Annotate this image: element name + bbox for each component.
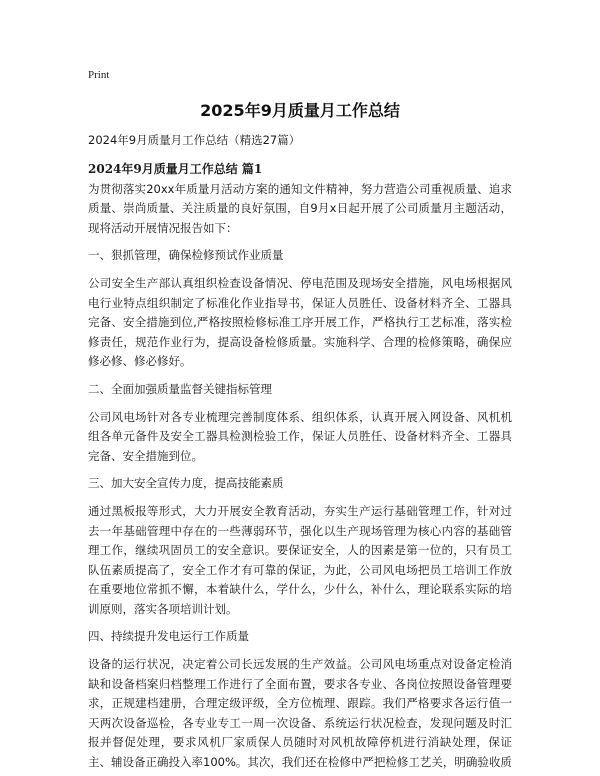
document-title: 2025年9月质量月工作总结 (200, 101, 400, 120)
heading-1: 一、狠抓管理，确保检修预试作业质量 (88, 248, 284, 263)
heading-2: 二、全面加强质量监督关键指标管理 (88, 381, 272, 396)
print-label: Print (88, 69, 110, 81)
intro-paragraph: 为贯彻落实20xx年质量月活动方案的通知文件精神，努力营造公司重视质量、追求质量、崇尚质量、关注质量的良好氛围，自9月x日起开展了公司质量月主题活动，现将活动开展情况报告如下： (88, 181, 512, 235)
heading-4: 四、持续提升发电运行工作质量 (88, 629, 249, 644)
paragraph-3: 通过黑板报等形式，大力开展安全教育活动，夯实生产运行基础管理工作，针对过去一年基础管理中存在的一些薄弱环节，强化以生产现场管理为核心内容的基础管理工作，继续巩固员工的安全意识。要保证安全，人的因素是第一位的，只有员工队伍素质提高了，安全工作才有可靠的保证，为此，公司风电场把员工培训工作放在重要地位常抓不懈，本着缺什么，学什么，少什么，补什么，理论联系实际的培训原则，落实各项培训计划。 (88, 503, 512, 616)
document-body (88, 160, 512, 776)
section-heading: 2024年9月质量月工作总结 篇1 (88, 162, 263, 176)
paragraph-4: 设备的运行状况，决定着公司长远发展的生产效益。公司风电场重点对设备定检消缺和设备档案归档整理工作进行了全面布置，要求各专业、各岗位按照设备管理要求，正规建档建册，合理定级评级，全方位梳理、跟踪。我们严格要求各运行值一天两次设备巡检，各专业专工一周一次设备、系统运行状况检查，发现问题及时汇报并督促处理，要求风机厂家质保人员随时对风机故障停机进行消缺处理，保证主、辅设备正确投入率100%。其次，我们还在检修中严把检修工艺关，明确验收质 (88, 657, 512, 770)
document-subtitle: 2024年9月质量月工作总结（精选27篇） (88, 133, 301, 147)
paragraph-2: 公司风电场针对各专业梳理完善制度体系、组织体系，认真开展入网设备、风机机组各单元备件及安全工器具检测检验工作，保证人员胜任、设备材料齐全、工器具完备、安全措施到位。 (88, 409, 512, 463)
paragraph-1: 公司安全生产部认真组织检查设备情况、停电范围及现场安全措施，风电场根据风电行业特点组织制定了标准化作业指导书，保证人员胜任、设备材料齐全、工器具完备、安全措施到位,严格按照检修标准工序开展工作，严格执行工艺标准，落实检修责任，规范作业行为，提高设备检修质量。实施科学、合理的检修策略，确保应修必修、修必修好。 (88, 275, 512, 369)
heading-3: 三、加大安全宣传力度，提高技能素质 (88, 476, 284, 491)
